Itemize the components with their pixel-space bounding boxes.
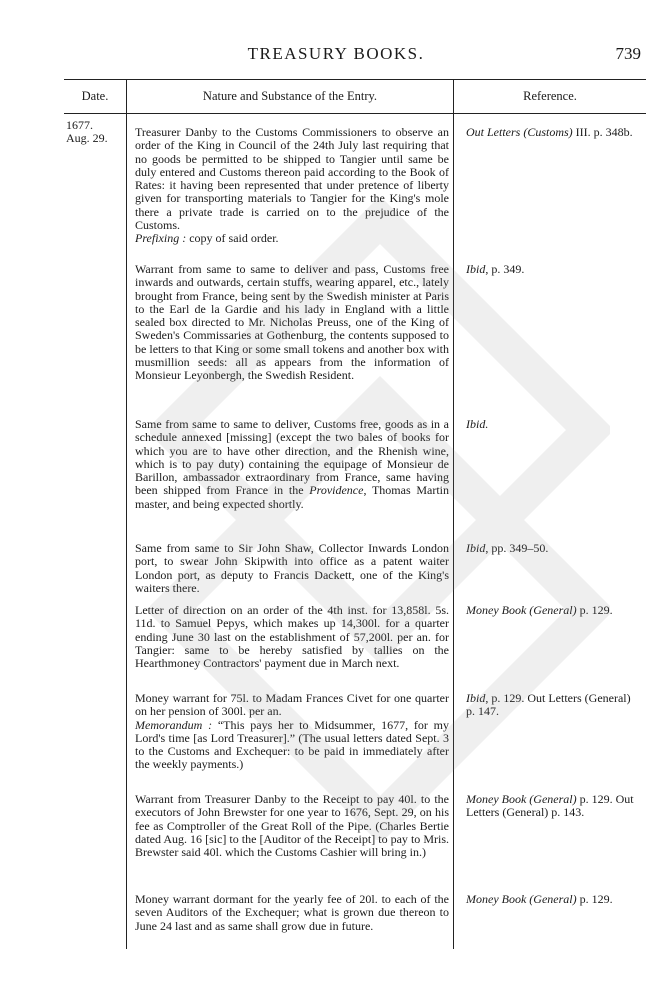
entry-3 xyxy=(135,418,449,511)
entry-1-note xyxy=(135,232,449,245)
reference-1-source: Out Letters (Customs) xyxy=(466,125,573,139)
entry-day: Aug. 29. xyxy=(66,131,108,145)
entry-4 xyxy=(135,542,449,595)
reference-4 xyxy=(466,542,642,555)
entry-6-note-text: “This pays her to Midsummer, 1677, for my Lord's time [as Lord Treasurer].” (The usual letters dated Sept. 3 to the Customs and Exchequer: to be paid in immediately after the weekly payments.) xyxy=(135,717,449,772)
column-divider-reference xyxy=(453,79,454,949)
reference-7-detail: p. 129. Out Letters (General) p. 143. xyxy=(466,792,634,820)
entry-6-note-label: Memorandum : xyxy=(135,717,213,732)
reference-3 xyxy=(466,418,642,431)
entry-4-text: Same from same to Sir John Shaw, Collector Inwards London port, to swear John Skipwith into office as a patent waiter London port, as deputy to Francis Dackett, one of the King's waiters there. xyxy=(135,541,449,595)
reference-4-source: Ibid xyxy=(466,541,486,555)
entry-3-text-a: Same from same to same to deliver, Customs free, goods as in a schedule annexed [missing] (except the two bales of books for which you are to have other direction, and the Rhenish wine, which is to pay duty) containing the equipage of Monsieur de Barillon, ambassador extraordinary from France, same having been shipped from France in the xyxy=(135,417,449,498)
entry-7 xyxy=(135,793,449,859)
reference-8 xyxy=(466,893,642,906)
entry-1-note-text: copy of said order. xyxy=(186,231,279,246)
reference-3-source: Ibid. xyxy=(466,417,489,431)
entry-2-text: Warrant from same to same to deliver and pass, Customs free inwards and outwards, certain stuffs, wearing apparel, etc., lately brought from France, being sent by the Swedish minister at Paris to the Earl de la Gardie and his lady in England with a little sealed box directed to Mr. Nicholas Preuss, one of the King of Sweden's Commissaries at Gothenburg, the contents supposed to be letters to that King or some small tokens and another box with musmillion seeds: all as appears from the information of Monsieur Leyonbergh, the Swedish Resident. xyxy=(135,262,449,383)
reference-5-detail: p. 129. xyxy=(576,603,613,617)
entry-5-text: Letter of direction on an order of the 4th inst. for 13,858l. 5s. 11d. to Samuel Pepys, which makes up 14,300l. for a quarter ending June 30 last on the establishment of 57,200l. per an. for Tangier: same to be hereby satisfied by tallies on the Hearthmoney Contractors' payment due in March next. xyxy=(135,603,449,671)
entry-1-note-label: Prefixing : xyxy=(135,231,187,246)
entry-6-text: Money warrant for 75l. to Madam Frances Civet for one quarter on her pension of 300l. per an. xyxy=(135,691,449,719)
entry-year: 1677. xyxy=(66,118,93,132)
table-top-rule xyxy=(64,79,646,80)
reference-5 xyxy=(466,604,642,617)
reference-7 xyxy=(466,793,642,820)
entry-1 xyxy=(135,126,449,246)
reference-7-source: Money Book (General) xyxy=(466,792,577,806)
reference-6 xyxy=(466,692,642,719)
reference-8-detail: p. 129. xyxy=(576,892,613,906)
page-number: 739 xyxy=(615,44,641,63)
reference-4-detail: , pp. 349–50. xyxy=(485,541,549,555)
entry-5 xyxy=(135,604,449,670)
running-title: TREASURY BOOKS. xyxy=(247,44,425,63)
entry-3-ship-name: Providence xyxy=(309,483,364,498)
entry-6 xyxy=(135,692,449,772)
column-divider-date xyxy=(126,79,127,949)
entry-2 xyxy=(135,263,449,383)
reference-6-source: Ibid xyxy=(466,691,486,705)
reference-5-source: Money Book (General) xyxy=(466,603,577,617)
entry-7-text: Warrant from Treasurer Danby to the Receipt to pay 40l. to the executors of John Brewster for one year to 1676, Sept. 29, on his fee as Comptroller of the Great Roll of the Pipe. (Charles Bertie dated Aug. 16 [sic] to the [Auditor of the Receipt] to pay to Mris. Brewster said 40l. which the Customs Cashier will bring in.) xyxy=(135,792,449,860)
table-header-rule xyxy=(64,113,646,114)
entry-1-text: Treasurer Danby to the Customs Commissioners to observe an order of the King in Council of the 24th July last requiring that no goods be permitted to be shipped to Tangier until same be duly entered and Customs thereon paid according to the Book of Rates: it having been represented that under pretence of liberty given for transporting materials to Tangier for the King's mole there a private trade is carried on to the prejudice of the Customs. xyxy=(135,125,449,233)
page-header xyxy=(0,44,672,68)
column-header-reference: Reference. xyxy=(523,89,577,103)
reference-1-detail: III. p. 348b. xyxy=(572,125,633,139)
entry-3-text-b: , Thomas Martin master, and being expected shortly. xyxy=(135,483,450,511)
entry-8-text: Money warrant dormant for the yearly fee of 20l. to each of the seven Auditors of the Exchequer; what is grown due thereon to June 24 last and as same shall grow due in future. xyxy=(135,892,449,933)
reference-6-detail: , p. 129. Out Letters (General) p. 147. xyxy=(466,691,631,719)
reference-2-source: Ibid xyxy=(466,262,486,276)
column-header-date: Date. xyxy=(81,89,109,103)
entry-6-note xyxy=(135,719,449,772)
column-header-nature: Nature and Substance of the Entry. xyxy=(202,89,378,103)
reference-2 xyxy=(466,263,642,276)
reference-1 xyxy=(466,126,642,139)
entry-8 xyxy=(135,893,449,933)
reference-8-source: Money Book (General) xyxy=(466,892,577,906)
reference-2-detail: , p. 349. xyxy=(485,262,525,276)
